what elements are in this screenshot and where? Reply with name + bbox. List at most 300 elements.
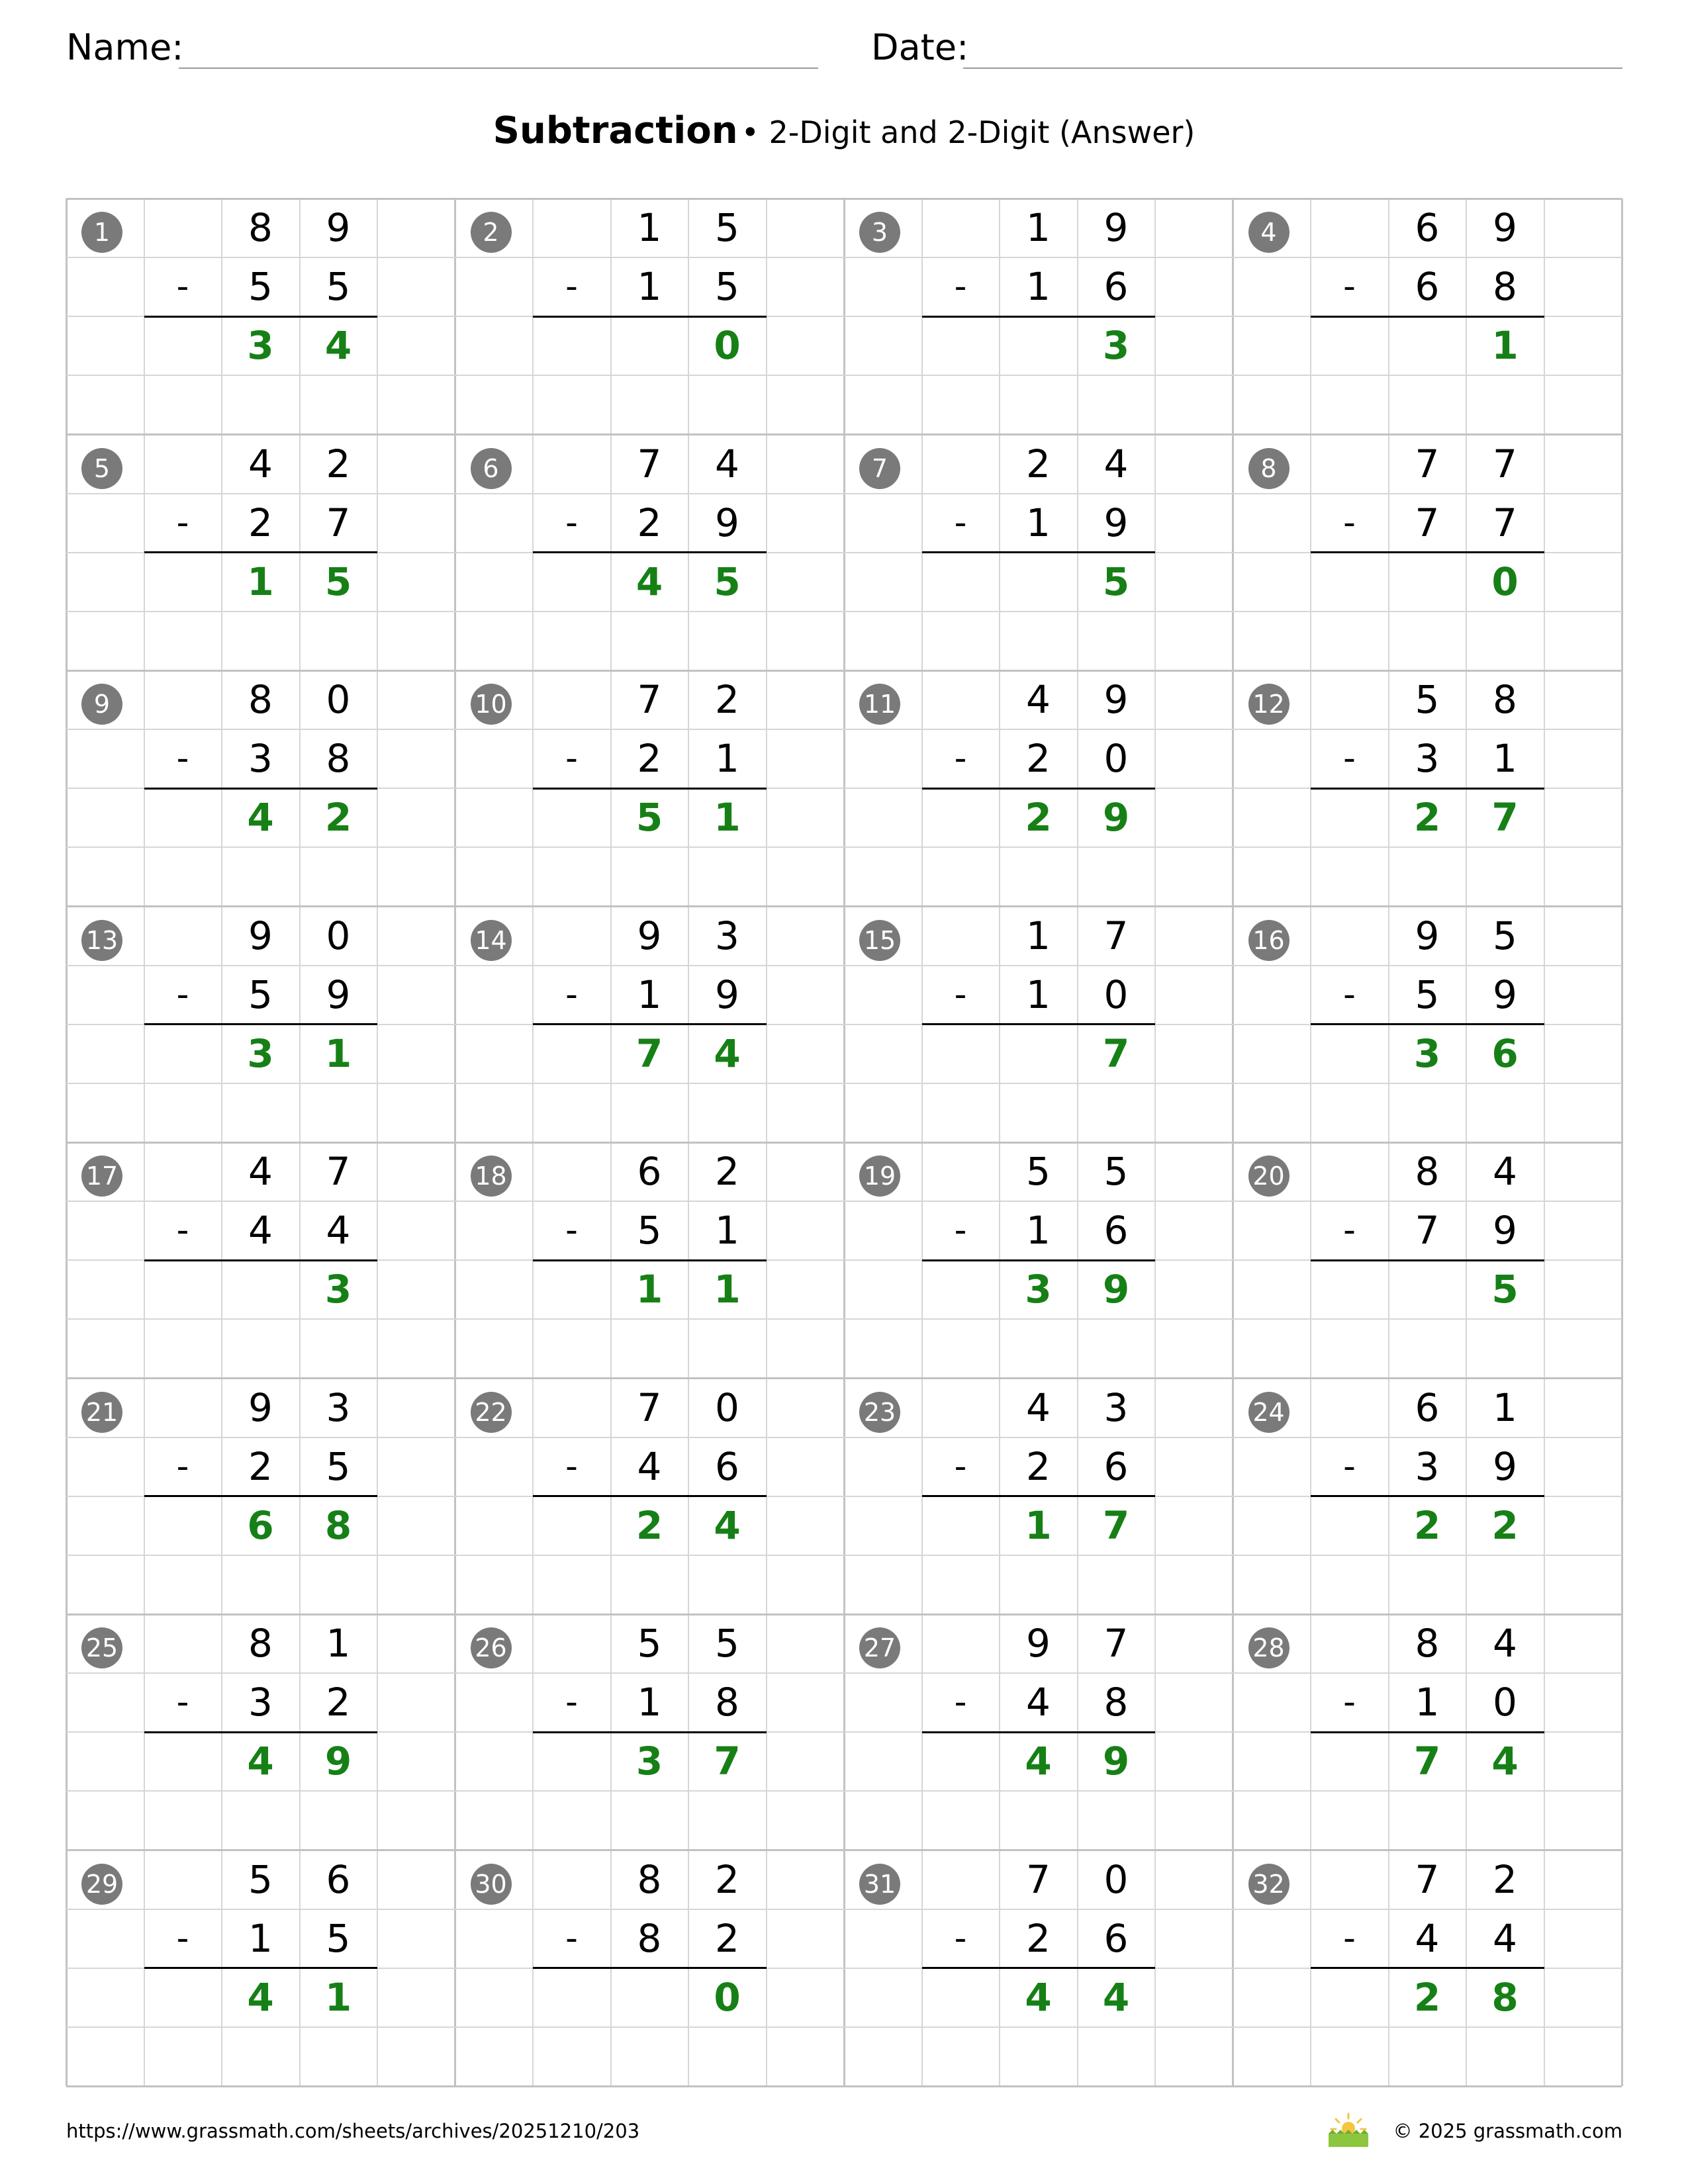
problem-number-badge: 1 [81, 212, 122, 253]
subtraction-rule-line [533, 1023, 767, 1025]
subtrahend-ones-digit: 8 [1103, 1680, 1129, 1725]
minuend-ones-digit: 6 [326, 1856, 351, 1902]
answer-tens-digit [611, 316, 688, 375]
minus-sign: - [1343, 1682, 1356, 1723]
subtrahend-tens-digit: 3 [1415, 1443, 1440, 1489]
subtrahend-ones-digit: 8 [715, 1680, 739, 1725]
minuend-tens-digit: 4 [1026, 677, 1051, 722]
subtraction-rule-line [922, 551, 1156, 553]
problem-number-badge: 22 [471, 1392, 512, 1433]
minuend-tens-digit: 8 [248, 1621, 273, 1666]
name-field-line[interactable] [179, 68, 818, 69]
subtrahend-ones-digit: 6 [1103, 1915, 1129, 1961]
subtraction-rule-line [1311, 1259, 1544, 1261]
minuend-ones-digit: 9 [326, 205, 351, 250]
answer-tens-digit: 7 [1413, 1739, 1441, 1784]
subtraction-rule-line [144, 1259, 378, 1261]
subtrahend-tens-digit: 5 [1415, 972, 1440, 1017]
subtraction-rule-line [533, 1259, 767, 1261]
answer-tens-digit [1389, 1260, 1466, 1319]
minuend-tens-digit: 8 [248, 677, 273, 722]
minus-sign: - [565, 1446, 578, 1486]
problem-block [66, 435, 455, 670]
answer-ones-digit: 5 [714, 559, 741, 604]
minuend-ones-digit: 2 [715, 1856, 739, 1902]
minuend-ones-digit: 9 [1493, 205, 1517, 250]
answer-tens-digit: 2 [1025, 795, 1052, 841]
minuend-tens-digit: 4 [1026, 1385, 1051, 1430]
worksheet-title [0, 105, 1688, 166]
problem-block [844, 199, 1233, 434]
answer-tens-digit [222, 1260, 299, 1319]
minus-sign: - [176, 1446, 189, 1486]
minuend-tens-digit: 7 [637, 1385, 662, 1430]
answer-tens-digit: 2 [635, 1502, 663, 1548]
answer-tens-digit: 2 [1413, 1502, 1441, 1548]
problem-number-badge: 9 [81, 684, 122, 725]
minuend-ones-digit: 9 [1103, 205, 1129, 250]
answer-ones-digit: 0 [714, 1974, 741, 2020]
minuend-ones-digit: 7 [326, 1149, 351, 1194]
subtrahend-tens-digit: 4 [248, 1208, 273, 1253]
problem-number-badge: 24 [1248, 1392, 1289, 1433]
minuend-ones-digit: 5 [1103, 1149, 1129, 1194]
date-label: Date: [871, 26, 969, 68]
answer-ones-digit: 8 [1491, 1974, 1519, 2020]
minuend-ones-digit: 3 [326, 1385, 351, 1430]
problem-grid [66, 199, 1622, 2085]
subtrahend-ones-digit: 5 [326, 1915, 351, 1961]
problem-block [844, 435, 1233, 670]
answer-tens-digit: 3 [635, 1739, 663, 1784]
subtrahend-ones-digit: 9 [1493, 972, 1517, 1017]
subtrahend-tens-digit: 3 [248, 1680, 273, 1725]
subtrahend-ones-digit: 6 [715, 1443, 739, 1489]
subtrahend-tens-digit: 4 [1415, 1915, 1440, 1961]
subtrahend-ones-digit: 9 [1493, 1443, 1517, 1489]
subtrahend-ones-digit: 9 [326, 972, 351, 1017]
answer-ones-digit: 6 [1491, 1030, 1519, 1076]
subtrahend-tens-digit: 1 [637, 972, 662, 1017]
subtraction-rule-line [922, 788, 1156, 790]
answer-tens-digit [1389, 316, 1466, 375]
subtraction-rule-line [144, 551, 378, 553]
minus-sign: - [1343, 1446, 1356, 1486]
answer-ones-digit: 0 [714, 323, 741, 369]
problem-block [844, 1614, 1233, 1850]
subtrahend-ones-digit: 0 [1493, 1680, 1517, 1725]
minuend-ones-digit: 2 [715, 1149, 739, 1194]
answer-tens-digit: 2 [1413, 795, 1441, 841]
answer-ones-digit: 1 [714, 795, 741, 841]
footer-url: https://www.grassmath.com/sheets/archives/20251210/203 [66, 2120, 640, 2142]
minuend-ones-digit: 0 [715, 1385, 739, 1430]
subtrahend-ones-digit: 6 [1103, 1208, 1129, 1253]
subtraction-rule-line [1311, 1731, 1544, 1733]
answer-tens-digit: 3 [1413, 1030, 1441, 1076]
subtraction-rule-line [922, 1259, 1156, 1261]
minus-sign: - [176, 267, 189, 307]
answer-ones-digit: 7 [1102, 1502, 1130, 1548]
subtrahend-tens-digit: 7 [1415, 1208, 1440, 1253]
subtrahend-tens-digit: 1 [637, 264, 662, 310]
minus-sign: - [954, 1446, 967, 1486]
answer-ones-digit: 4 [324, 323, 352, 369]
subtrahend-ones-digit: 0 [1103, 972, 1129, 1017]
minuend-ones-digit: 4 [1493, 1149, 1517, 1194]
minus-sign: - [176, 974, 189, 1015]
answer-ones-digit: 1 [1491, 323, 1519, 369]
answer-tens-digit: 4 [247, 1739, 274, 1784]
minuend-tens-digit: 9 [1026, 1621, 1051, 1666]
minuend-ones-digit: 8 [1493, 677, 1517, 722]
subtrahend-tens-digit: 5 [637, 1208, 662, 1253]
problem-block [66, 1142, 455, 1378]
subtraction-rule-line [922, 1967, 1156, 1969]
subtrahend-ones-digit: 9 [715, 972, 739, 1017]
answer-ones-digit: 3 [324, 1267, 352, 1312]
problem-block [66, 907, 455, 1142]
answer-ones-digit: 5 [1491, 1267, 1519, 1312]
minuend-tens-digit: 7 [1026, 1856, 1051, 1902]
subtrahend-ones-digit: 6 [1103, 1443, 1129, 1489]
title-sub-text: 2-Digit and 2-Digit (Answer) [769, 114, 1196, 150]
answer-tens-digit: 3 [247, 1030, 274, 1076]
minuend-ones-digit: 7 [1103, 1621, 1129, 1666]
minuend-ones-digit: 1 [326, 1621, 351, 1666]
answer-ones-digit: 2 [1491, 1502, 1519, 1548]
subtrahend-tens-digit: 1 [1026, 1208, 1051, 1253]
minus-sign: - [1343, 502, 1356, 543]
date-field-line[interactable] [963, 68, 1622, 69]
minus-sign: - [176, 739, 189, 779]
subtraction-rule-line [1311, 316, 1544, 318]
answer-ones-digit: 0 [1491, 559, 1519, 604]
minus-sign: - [954, 502, 967, 543]
minuend-ones-digit: 2 [1493, 1856, 1517, 1902]
minus-sign: - [565, 1918, 578, 1958]
problem-number-badge: 31 [859, 1864, 900, 1905]
problem-number-badge: 17 [81, 1156, 122, 1197]
answer-ones-digit: 7 [1491, 795, 1519, 841]
minuend-ones-digit: 4 [715, 441, 739, 486]
problem-number-badge: 12 [1248, 684, 1289, 725]
subtrahend-ones-digit: 1 [1493, 736, 1517, 782]
subtrahend-tens-digit: 3 [1415, 736, 1440, 782]
problem-block [455, 1614, 845, 1850]
subtrahend-tens-digit: 8 [637, 1915, 662, 1961]
answer-tens-digit: 2 [1413, 1974, 1441, 2020]
problem-block [844, 1142, 1233, 1378]
problem-block [844, 670, 1233, 906]
subtrahend-tens-digit: 1 [1415, 1680, 1440, 1725]
minuend-ones-digit: 5 [1493, 913, 1517, 958]
problem-block [455, 435, 845, 670]
minuend-tens-digit: 1 [1026, 913, 1051, 958]
minus-sign: - [176, 502, 189, 543]
problem-block [66, 1379, 455, 1614]
minus-sign: - [176, 1682, 189, 1723]
problem-number-badge: 21 [81, 1392, 122, 1433]
answer-tens-digit [1000, 316, 1077, 375]
answer-tens-digit: 7 [635, 1030, 663, 1076]
problem-number-badge: 19 [859, 1156, 900, 1197]
subtraction-rule-line [1311, 788, 1544, 790]
subtraction-rule-line [144, 316, 378, 318]
problem-number-badge: 13 [81, 920, 122, 961]
minuend-tens-digit: 9 [637, 913, 662, 958]
answer-ones-digit: 5 [324, 559, 352, 604]
subtrahend-ones-digit: 8 [1493, 264, 1517, 310]
problem-number-badge: 18 [471, 1156, 512, 1197]
answer-ones-digit: 9 [1102, 1739, 1130, 1784]
answer-ones-digit: 3 [1102, 323, 1130, 369]
problem-number-badge: 15 [859, 920, 900, 961]
answer-tens-digit: 1 [635, 1267, 663, 1312]
answer-ones-digit: 4 [1102, 1974, 1130, 2020]
minuend-ones-digit: 7 [1103, 913, 1129, 958]
subtrahend-ones-digit: 5 [715, 264, 739, 310]
subtraction-rule-line [533, 1731, 767, 1733]
problem-block [1233, 1614, 1622, 1850]
minuend-ones-digit: 3 [715, 913, 739, 958]
subtrahend-ones-digit: 1 [715, 1208, 739, 1253]
subtrahend-ones-digit: 2 [715, 1915, 739, 1961]
subtrahend-ones-digit: 7 [326, 500, 351, 545]
subtrahend-tens-digit: 1 [248, 1915, 273, 1961]
minus-sign: - [954, 267, 967, 307]
answer-tens-digit: 1 [247, 559, 274, 604]
minuend-tens-digit: 7 [1415, 1856, 1440, 1902]
answer-tens-digit [1389, 553, 1466, 612]
subtraction-rule-line [144, 1023, 378, 1025]
title-main: Subtraction [492, 109, 738, 152]
subtrahend-tens-digit: 5 [248, 264, 273, 310]
answer-tens-digit: 5 [635, 795, 663, 841]
problem-number-badge: 28 [1248, 1627, 1289, 1668]
title-subtitle [741, 114, 1196, 150]
subtraction-rule-line [533, 788, 767, 790]
subtraction-rule-line [144, 1495, 378, 1497]
problem-number-badge: 16 [1248, 920, 1289, 961]
answer-ones-digit: 2 [324, 795, 352, 841]
subtraction-rule-line [1311, 1495, 1544, 1497]
minuend-ones-digit: 2 [326, 441, 351, 486]
subtrahend-tens-digit: 6 [1415, 264, 1440, 310]
sun-over-grass-icon [1327, 2111, 1370, 2148]
minus-sign: - [954, 1918, 967, 1958]
minuend-tens-digit: 8 [1415, 1621, 1440, 1666]
subtraction-rule-line [144, 788, 378, 790]
answer-tens-digit: 4 [247, 795, 274, 841]
minuend-tens-digit: 7 [1415, 441, 1440, 486]
subtrahend-tens-digit: 1 [1026, 264, 1051, 310]
minuend-tens-digit: 8 [248, 205, 273, 250]
answer-tens-digit: 4 [247, 1974, 274, 2020]
minus-sign: - [1343, 974, 1356, 1015]
subtraction-rule-line [1311, 551, 1544, 553]
problem-block [844, 907, 1233, 1142]
problem-block [844, 1850, 1233, 2086]
subtrahend-tens-digit: 4 [1026, 1680, 1051, 1725]
problem-block [844, 1379, 1233, 1614]
subtraction-rule-line [144, 1731, 378, 1733]
minuend-tens-digit: 5 [637, 1621, 662, 1666]
subtrahend-ones-digit: 5 [326, 1443, 351, 1489]
problem-block [455, 1850, 845, 2086]
minus-sign: - [1343, 1918, 1356, 1958]
subtrahend-ones-digit: 9 [1493, 1208, 1517, 1253]
minuend-ones-digit: 0 [1103, 1856, 1129, 1902]
subtraction-rule-line [1311, 1023, 1544, 1025]
minuend-tens-digit: 6 [1415, 205, 1440, 250]
subtrahend-tens-digit: 1 [637, 1680, 662, 1725]
subtraction-rule-line [533, 1967, 767, 1969]
answer-ones-digit: 1 [714, 1267, 741, 1312]
subtrahend-ones-digit: 5 [326, 264, 351, 310]
subtrahend-tens-digit: 1 [1026, 500, 1051, 545]
problem-number-badge: 8 [1248, 448, 1289, 489]
minuend-tens-digit: 6 [1415, 1385, 1440, 1430]
answer-tens-digit: 1 [1025, 1502, 1052, 1548]
subtrahend-ones-digit: 6 [1103, 264, 1129, 310]
answer-ones-digit: 9 [324, 1739, 352, 1784]
minus-sign: - [176, 1210, 189, 1251]
subtrahend-tens-digit: 3 [248, 736, 273, 782]
minuend-tens-digit: 1 [637, 205, 662, 250]
minuend-ones-digit: 4 [1103, 441, 1129, 486]
problem-number-badge: 7 [859, 448, 900, 489]
subtrahend-tens-digit: 4 [637, 1443, 662, 1489]
minuend-ones-digit: 3 [1103, 1385, 1129, 1430]
answer-tens-digit: 4 [635, 559, 663, 604]
problem-block [1233, 1142, 1622, 1378]
minuend-tens-digit: 9 [1415, 913, 1440, 958]
minus-sign: - [954, 739, 967, 779]
problem-block [1233, 435, 1622, 670]
minus-sign: - [1343, 1210, 1356, 1251]
problem-block [66, 199, 455, 434]
answer-tens-digit [611, 1968, 688, 2027]
minus-sign: - [954, 974, 967, 1015]
subtrahend-ones-digit: 2 [326, 1680, 351, 1725]
subtrahend-tens-digit: 7 [1415, 500, 1440, 545]
problem-block [455, 199, 845, 434]
problem-number-badge: 14 [471, 920, 512, 961]
answer-ones-digit: 8 [324, 1502, 352, 1548]
title-separator: • [741, 114, 759, 150]
problem-number-badge: 27 [859, 1627, 900, 1668]
minuend-tens-digit: 9 [248, 913, 273, 958]
answer-ones-digit: 7 [1102, 1030, 1130, 1076]
problem-number-badge: 25 [81, 1627, 122, 1668]
minuend-ones-digit: 4 [1493, 1621, 1517, 1666]
problem-number-badge: 2 [471, 212, 512, 253]
problem-block [455, 1142, 845, 1378]
subtrahend-tens-digit: 2 [637, 500, 662, 545]
answer-tens-digit [1000, 1024, 1077, 1083]
subtrahend-tens-digit: 2 [637, 736, 662, 782]
minus-sign: - [565, 1210, 578, 1251]
subtrahend-tens-digit: 5 [248, 972, 273, 1017]
answer-ones-digit: 4 [1491, 1739, 1519, 1784]
answer-ones-digit: 1 [324, 1974, 352, 2020]
minuend-ones-digit: 7 [1493, 441, 1517, 486]
minus-sign: - [565, 502, 578, 543]
minuend-ones-digit: 0 [326, 913, 351, 958]
subtrahend-tens-digit: 2 [1026, 1915, 1051, 1961]
minuend-ones-digit: 5 [715, 205, 739, 250]
minuend-tens-digit: 4 [248, 1149, 273, 1194]
minuend-tens-digit: 6 [637, 1149, 662, 1194]
answer-tens-digit: 3 [1025, 1267, 1052, 1312]
name-label: Name: [66, 26, 184, 68]
problem-block [1233, 670, 1622, 906]
minus-sign: - [565, 1682, 578, 1723]
minuend-tens-digit: 1 [1026, 205, 1051, 250]
minus-sign: - [1343, 739, 1356, 779]
minus-sign: - [565, 739, 578, 779]
minuend-tens-digit: 5 [1026, 1149, 1051, 1194]
subtraction-rule-line [144, 1967, 378, 1969]
footer-copyright: © 2025 grassmath.com [1393, 2120, 1622, 2142]
minus-sign: - [1343, 267, 1356, 307]
minuend-tens-digit: 5 [1415, 677, 1440, 722]
problem-block [66, 670, 455, 906]
problem-number-badge: 20 [1248, 1156, 1289, 1197]
minus-sign: - [565, 267, 578, 307]
minuend-tens-digit: 8 [1415, 1149, 1440, 1194]
subtraction-rule-line [533, 316, 767, 318]
subtrahend-ones-digit: 1 [715, 736, 739, 782]
subtraction-rule-line [922, 1731, 1156, 1733]
subtraction-rule-line [922, 1495, 1156, 1497]
answer-ones-digit: 9 [1102, 1267, 1130, 1312]
problem-block [455, 1379, 845, 1614]
answer-tens-digit: 4 [1025, 1974, 1052, 2020]
problem-number-badge: 23 [859, 1392, 900, 1433]
minuend-ones-digit: 5 [715, 1621, 739, 1666]
subtrahend-tens-digit: 1 [1026, 972, 1051, 1017]
minuend-tens-digit: 4 [248, 441, 273, 486]
subtrahend-ones-digit: 9 [1103, 500, 1129, 545]
problem-number-badge: 6 [471, 448, 512, 489]
subtraction-rule-line [922, 316, 1156, 318]
answer-tens-digit: 4 [1025, 1739, 1052, 1784]
subtrahend-ones-digit: 7 [1493, 500, 1517, 545]
problem-block [1233, 199, 1622, 434]
answer-tens-digit: 6 [247, 1502, 274, 1548]
minuend-tens-digit: 7 [637, 677, 662, 722]
answer-tens-digit: 3 [247, 323, 274, 369]
minuend-tens-digit: 2 [1026, 441, 1051, 486]
answer-ones-digit: 4 [714, 1030, 741, 1076]
problem-number-badge: 3 [859, 212, 900, 253]
subtrahend-tens-digit: 2 [248, 1443, 273, 1489]
minus-sign: - [565, 974, 578, 1015]
subtrahend-tens-digit: 2 [1026, 1443, 1051, 1489]
problem-block [66, 1614, 455, 1850]
problem-number-badge: 11 [859, 684, 900, 725]
answer-ones-digit: 5 [1102, 559, 1130, 604]
minuend-tens-digit: 5 [248, 1856, 273, 1902]
subtrahend-ones-digit: 9 [715, 500, 739, 545]
answer-ones-digit: 1 [324, 1030, 352, 1076]
minuend-tens-digit: 9 [248, 1385, 273, 1430]
problem-number-badge: 5 [81, 448, 122, 489]
subtrahend-ones-digit: 0 [1103, 736, 1129, 782]
problem-block [1233, 1850, 1622, 2086]
